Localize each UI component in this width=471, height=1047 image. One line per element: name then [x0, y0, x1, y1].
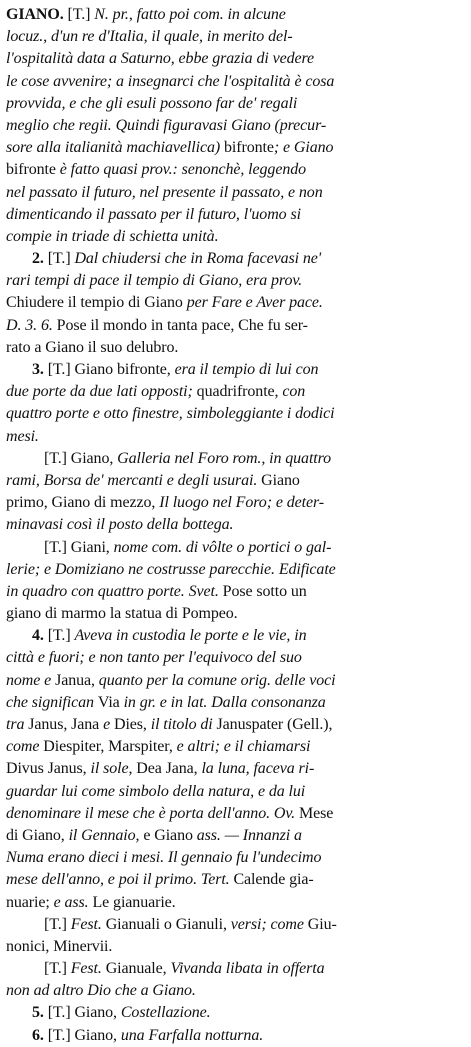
entry-text: lerie; e Domiziano ne costrusse parecchie. Edificate	[6, 560, 336, 578]
entry-line	[6, 381, 457, 403]
entry-line	[6, 581, 457, 603]
entry-text: Janua,	[55, 671, 99, 689]
entry-line	[6, 492, 457, 514]
entry-text: [T.]	[44, 960, 71, 978]
entry-line	[6, 182, 457, 204]
entry-line	[6, 559, 457, 581]
entry-text: non ad altro Dio che a Giano.	[6, 982, 196, 1000]
entry-text: Divus Janus,	[6, 760, 91, 778]
entry-text: ass. — Innanzi a	[196, 826, 302, 844]
entry-line	[6, 670, 457, 692]
entry-text: Diespiter, Marspiter,	[43, 738, 177, 756]
entry-line	[6, 781, 457, 803]
entry-line	[6, 337, 457, 359]
entry-text: [T.]	[47, 627, 75, 645]
entry-line	[6, 470, 457, 492]
entry-text: dimenticando il passato per il futuro, l'uomo si	[6, 205, 301, 223]
entry-text: Galleria nel Foro rom., in quattro	[117, 449, 332, 467]
entry-text: Dea Jana,	[136, 760, 202, 778]
entry-line	[6, 625, 457, 647]
entry-text: Mese	[298, 804, 334, 822]
entry-text: [T.]	[44, 915, 71, 933]
entry-line	[6, 736, 457, 758]
entry-text: Il luogo nel Foro; e deter-	[159, 494, 325, 512]
entry-text: [T.] Giano,	[44, 449, 118, 467]
entry-line	[6, 825, 457, 847]
entry-line	[6, 270, 457, 292]
entry-text: mese dell'anno, e poi il primo. Tert.	[6, 871, 234, 889]
entry-text: le cose avvenire; a insegnarci che l'ospitalità è cosa	[6, 72, 335, 90]
entry-text: [T.] Giani,	[44, 538, 114, 556]
entry-text: [T.] Giano bifronte,	[47, 361, 175, 378]
entry-text: Chiudere il tempio di Giano	[6, 294, 187, 312]
entry-line	[6, 426, 457, 448]
entry-line	[6, 758, 457, 780]
entry-text: Costellazione.	[120, 1004, 211, 1022]
entry-text: di Giano,	[6, 826, 69, 844]
entry-text: Gianuale,	[105, 960, 171, 978]
entry-text: per Fare e Aver pace.	[186, 294, 323, 312]
entry-text: il titolo di	[150, 716, 217, 733]
entry-line	[6, 537, 457, 559]
entry-text: versi; come	[230, 915, 308, 933]
entry-text: Pose il mondo in tanta pace, Che fu ser-	[56, 316, 308, 334]
entry-text: Calende gia-	[233, 871, 314, 889]
entry-line	[6, 248, 457, 270]
entry-line	[6, 980, 457, 1002]
entry-text: in quadro con quattro porte. Svet.	[6, 582, 223, 600]
entry-text: meglio che regii. Quindi figuravasi Giano (precur-	[6, 116, 327, 134]
entry-text: tra	[6, 716, 29, 733]
entry-text: e	[103, 716, 114, 733]
entry-text: nel passato il futuro, nel presente il passato, e non	[6, 183, 323, 201]
entry-line	[6, 448, 457, 470]
entry-line	[6, 603, 457, 625]
entry-text: [T.] Giano,	[47, 1004, 121, 1022]
entry-headword: 3.	[32, 361, 48, 378]
entry-text: rari tempi di pace il tempio di Giano, era prov.	[6, 272, 303, 290]
entry-text: quattro porte e otto finestre, simboleggiante i dodici	[6, 405, 335, 423]
entry-headword: GIANO.	[6, 6, 64, 23]
entry-headword: 2.	[32, 250, 48, 268]
entry-line	[6, 115, 457, 137]
entry-text: come	[6, 738, 44, 756]
entry-text: sore alla italianità machiavellica)	[6, 139, 224, 157]
entry-text: rami, Borsa de' mercanti e degli usurai.	[6, 471, 262, 489]
entry-headword: 6.	[32, 1026, 48, 1044]
entry-text: giano di marmo la statua di Pompeo.	[6, 605, 238, 623]
entry-text: il Gennaio,	[68, 826, 144, 844]
entry-line	[6, 803, 457, 825]
entry-line	[6, 359, 457, 381]
entry-line	[6, 714, 457, 736]
entry-text: nome e	[6, 671, 56, 689]
entry-text: Via	[97, 693, 124, 711]
entry-text: Fest.	[70, 960, 106, 978]
entry-line	[6, 869, 457, 891]
entry-text: ; e Giano	[273, 139, 334, 157]
entry-text: in gr. e in lat. Dalla consonanza	[123, 693, 326, 711]
entry-line	[6, 514, 457, 536]
entry-line	[6, 48, 457, 70]
entry-line	[6, 936, 457, 958]
entry-text: minavasi così il posto della bottega.	[6, 516, 234, 534]
entry-text: guardar lui come simbolo della natura, e da lui	[6, 782, 306, 800]
entry-text: Le gianuarie.	[92, 893, 176, 911]
entry-text: quadrifronte,	[196, 383, 283, 401]
entry-text: Pose sotto un	[222, 582, 307, 600]
entry-text: bifronte	[6, 161, 60, 179]
entry-text: Januspater (Gell.),	[216, 716, 333, 733]
entry-line	[6, 93, 457, 115]
entry-text: provvida, e che gli esuli possono far de' regali	[6, 94, 298, 112]
entry-text: mesi.	[6, 427, 39, 445]
entry-text: Numa erano dieci i mesi. Il gennaio fu l'undecimo	[6, 849, 322, 867]
entry-line	[6, 892, 457, 914]
entry-text: D. 3. 6.	[6, 316, 57, 334]
entry-text: e Giano	[143, 826, 197, 844]
entry-line	[6, 315, 457, 337]
entry-text: rato a Giano il suo delubro.	[6, 338, 179, 356]
entry-line	[6, 647, 457, 669]
entry-text: era il tempio di lui con	[174, 361, 319, 378]
entry-text: nonici, Minervii.	[6, 937, 113, 955]
entry-text: Giu-	[307, 915, 337, 933]
entry-text: Giano	[261, 471, 300, 489]
entry-line	[6, 4, 457, 26]
entry-line	[6, 26, 457, 48]
entry-line	[6, 914, 457, 936]
entry-text: compie in triade di schietta unità.	[6, 227, 219, 245]
entry-headword: 5.	[32, 1004, 48, 1022]
entry-text: [T.] Giano,	[47, 1026, 121, 1044]
entry-text: Dies,	[113, 716, 151, 733]
entry-line	[6, 1002, 457, 1024]
entry-text: e altri; e il chiamarsi	[176, 738, 311, 756]
entry-text: con	[282, 383, 306, 401]
entry-line	[6, 137, 457, 159]
entry-text: Gianuali o Gianuli,	[105, 915, 231, 933]
entry-line	[6, 958, 457, 980]
entry-text: una Farfalla notturna.	[120, 1026, 264, 1044]
entry-text: nome com. di vôlte o portici o gal-	[113, 538, 332, 556]
entry-text: [T.]	[63, 6, 95, 23]
entry-text: Aveva in custodia le porte e le vie, in	[74, 627, 307, 645]
entry-text: bifronte	[224, 139, 274, 157]
entry-headword: 4.	[32, 627, 48, 645]
entry-text: Dal chiudersi che in Roma facevasi ne'	[74, 250, 322, 268]
entry-text: [T.]	[47, 250, 75, 268]
entry-text: e ass.	[53, 893, 93, 911]
entry-line	[6, 226, 457, 248]
entry-text: Fest.	[70, 915, 106, 933]
entry-line	[6, 692, 457, 714]
entry-text: primo, Giano di mezzo,	[6, 494, 160, 512]
entry-text: due porte da due lati opposti;	[6, 383, 197, 401]
entry-line	[6, 292, 457, 314]
entry-line	[6, 204, 457, 226]
entry-text: quanto per la comune orig. delle voci	[98, 671, 336, 689]
entry-text: città e fuori; e non tanto per l'equivoco del suo	[6, 649, 302, 667]
entry-text: N. pr., fatto poi com. in alcune	[94, 6, 286, 23]
entry-text: nuarie;	[6, 893, 54, 911]
entry-text: la luna, faceva ri-	[201, 760, 315, 778]
entry-line	[6, 403, 457, 425]
entry-line	[6, 1025, 457, 1047]
entry-line	[6, 159, 457, 181]
entry-text: Vivanda libata in offerta	[170, 960, 325, 978]
entry-line	[6, 71, 457, 93]
entry-text: locuz., d'un re d'Italia, il quale, in merito del-	[6, 28, 293, 46]
entry-text: il sole,	[90, 760, 137, 778]
entry-line	[6, 847, 457, 869]
entry-text: che significan	[6, 693, 98, 711]
entry-text: Janus, Jana	[28, 716, 104, 733]
entry-text: è fatto quasi prov.: senonchè, leggendo	[59, 161, 307, 179]
entry-text: l'ospitalità data a Saturno, ebbe grazia di vedere	[6, 50, 315, 68]
entry-text: denominare il mese che è porta dell'anno. Ov.	[6, 804, 299, 822]
